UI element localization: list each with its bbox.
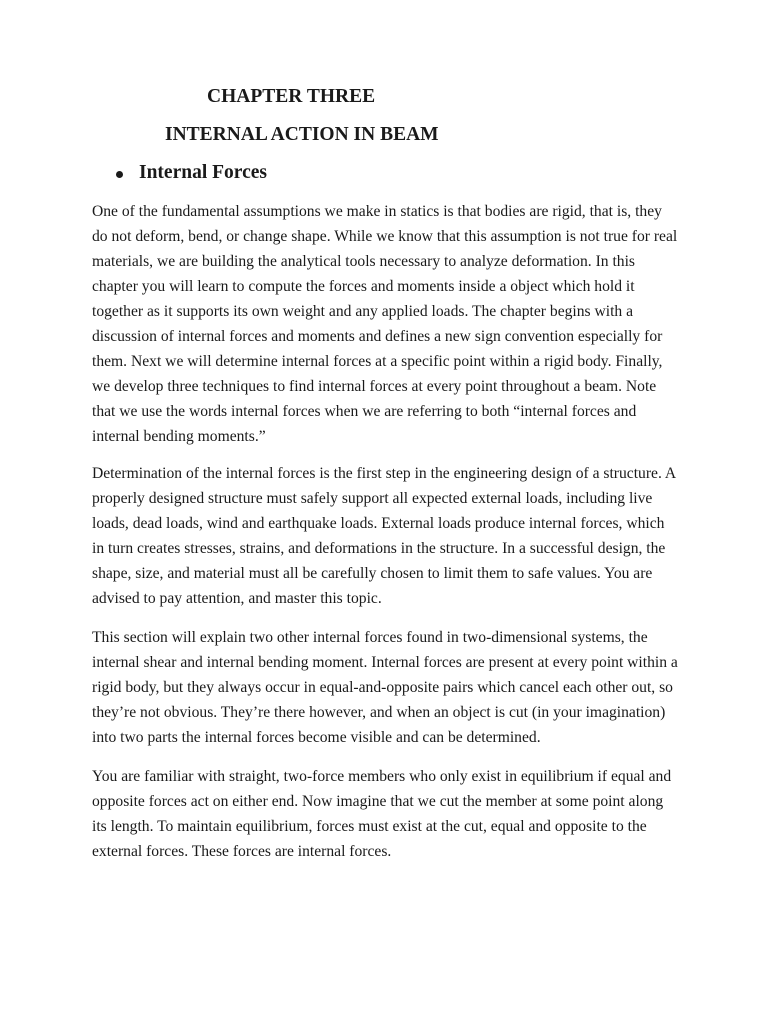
chapter-title: CHAPTER THREE xyxy=(207,86,376,107)
paragraph-line: into two parts the internal forces become visible and can be determined. xyxy=(92,729,541,746)
paragraph-line: chapter you will learn to compute the forces and moments inside a object which hold it xyxy=(92,278,635,295)
paragraph-line: loads, dead loads, wind and earthquake loads. External loads produce internal forces, which xyxy=(92,515,665,532)
paragraph-line: its length. To maintain equilibrium, forces must exist at the cut, equal and opposite to the xyxy=(92,818,647,835)
paragraph-line: shape, size, and material must all be carefully chosen to limit them to safe values. You are xyxy=(92,565,653,582)
paragraph-line: in turn creates stresses, strains, and deformations in the structure. In a successful design, the xyxy=(92,540,666,557)
paragraph-1 xyxy=(92,199,682,449)
paragraph-line: You are familiar with straight, two-force members who only exist in equilibrium if equal and xyxy=(92,768,672,785)
paragraph-line: internal shear and internal bending moment. Internal forces are present at every point within a xyxy=(92,654,678,671)
paragraph-line: discussion of internal forces and moments and defines a new sign convention especially for xyxy=(92,328,663,345)
paragraph-line: opposite forces act on either end. Now imagine that we cut the member at some point along xyxy=(92,793,664,810)
bullet-icon xyxy=(116,171,123,178)
paragraph-line: properly designed structure must safely support all expected external loads, including live xyxy=(92,490,653,507)
paragraph-line: advised to pay attention, and master this topic. xyxy=(92,590,382,607)
paragraph-2 xyxy=(92,461,682,611)
section-heading-label: Internal Forces xyxy=(139,162,267,183)
paragraph-line: them. Next we will determine internal forces at a specific point within a rigid body. Finally, xyxy=(92,353,663,370)
paragraph-line: One of the fundamental assumptions we make in statics is that bodies are rigid, that is, they xyxy=(92,203,662,220)
paragraph-line: rigid body, but they always occur in equal-and-opposite pairs which cancel each other out, so xyxy=(92,679,673,696)
paragraph-line: internal bending moments.” xyxy=(92,428,266,445)
paragraph-line: external forces. These forces are internal forces. xyxy=(92,843,392,860)
paragraph-line: This section will explain two other internal forces found in two-dimensional systems, the xyxy=(92,629,648,646)
paragraph-line: that we use the words internal forces when we are referring to both “internal forces and xyxy=(92,403,637,420)
paragraph-line: materials, we are building the analytical tools necessary to analyze deformation. In this xyxy=(92,253,635,270)
paragraph-line: do not deform, bend, or change shape. While we know that this assumption is not true for real xyxy=(92,228,678,245)
paragraph-line: they’re not obvious. They’re there however, and when an object is cut (in your imagination) xyxy=(92,704,666,721)
paragraph-line: we develop three techniques to find internal forces at every point throughout a beam. Note xyxy=(92,378,657,395)
section-heading xyxy=(116,162,267,184)
paragraph-4 xyxy=(92,764,682,864)
paragraph-line: Determination of the internal forces is the first step in the engineering design of a structure. A xyxy=(92,465,677,482)
chapter-subtitle: INTERNAL ACTION IN BEAM xyxy=(165,124,439,145)
paragraph-line: together as it supports its own weight and any applied loads. The chapter begins with a xyxy=(92,303,634,320)
paragraph-3 xyxy=(92,625,682,750)
